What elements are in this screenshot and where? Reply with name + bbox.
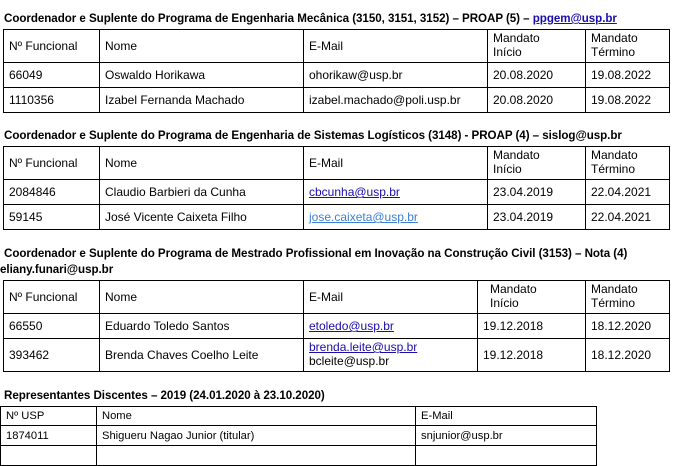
heading-email: eliany.funari@usp.br [0, 263, 114, 276]
construction-table [3, 280, 670, 372]
name-cell: Oswaldo Horikawa [100, 63, 304, 88]
heading-text: Representantes Discentes – 2019 (24.01.2020 à 23.10.2020) [4, 389, 325, 402]
header-cell: Nº USP [1, 407, 97, 426]
heading-text: Coordenador e Suplente do Programa de Mestrado Profissional em Inovação na Construção Civil (3153) – Nota (4) [4, 247, 628, 260]
end-cell: 19.08.2022 [586, 63, 670, 88]
header-cell: Nº Funcional [4, 281, 100, 314]
id-cell: 1874011 [1, 426, 97, 446]
students-table [0, 406, 597, 466]
name-cell: Brenda Chaves Coelho Leite [100, 339, 304, 372]
email-link[interactable]: jose.caixeta@usp.br [309, 210, 418, 224]
start-cell: 20.08.2020 [488, 63, 586, 88]
email-link[interactable]: brenda.leite@usp.br [309, 340, 418, 354]
email-link[interactable]: etoledo@usp.br [309, 319, 394, 333]
table-header-row [4, 30, 670, 63]
heading-text: Coordenador e Suplente do Programa de Engenharia de Sistemas Logísticos (3148) - PROAP (4) – sislog@usp.br [4, 129, 622, 142]
header-cell: E-Mail [304, 147, 488, 180]
id-cell: 66049 [4, 63, 100, 88]
name-cell: Shigueru Nagao Junior (titular) [97, 426, 416, 446]
header-cell: Nome [100, 30, 304, 63]
end-cell: 22.04.2021 [586, 180, 670, 205]
email-cell [304, 180, 488, 205]
email-cell [304, 205, 488, 230]
header-cell: Nº Funcional [4, 147, 100, 180]
email-cell [304, 314, 478, 339]
header-cell: Nome [100, 147, 304, 180]
email-link[interactable]: cbcunha@usp.br [309, 185, 400, 199]
table-header-row [4, 281, 670, 314]
heading-text: Coordenador e Suplente do Programa de Engenharia Mecânica (3150, 3151, 3152) – PROAP (5) – [4, 12, 533, 25]
table-row [4, 63, 670, 88]
header-cell: Mandato Término [586, 147, 670, 180]
email-cell: izabel.machado@poli.usp.br [304, 88, 488, 113]
id-cell: 1110356 [4, 88, 100, 113]
start-cell: 23.04.2019 [488, 180, 586, 205]
table-row [4, 314, 670, 339]
email-secondary: bcleite@usp.br [309, 354, 390, 368]
header-cell: E-Mail [304, 281, 478, 314]
header-cell: E-Mail [304, 30, 488, 63]
header-cell: Mandato Início [488, 30, 586, 63]
email-cell [304, 339, 478, 372]
end-cell: 18.12.2020 [586, 339, 670, 372]
table-row [4, 205, 670, 230]
section-heading-construction [4, 247, 627, 261]
name-cell [97, 446, 416, 466]
name-cell: Izabel Fernanda Machado [100, 88, 304, 113]
id-cell: 2084846 [4, 180, 100, 205]
email-cell: snjunior@usp.br [416, 426, 597, 446]
name-cell: Claudio Barbieri da Cunha [100, 180, 304, 205]
end-cell: 19.08.2022 [586, 88, 670, 113]
section-heading-students [4, 389, 325, 403]
section-heading-construction-email [0, 263, 113, 277]
start-cell: 23.04.2019 [488, 205, 586, 230]
id-cell: 66550 [4, 314, 100, 339]
name-cell: Eduardo Toledo Santos [100, 314, 304, 339]
start-cell: 19.12.2018 [478, 339, 586, 372]
mechanical-table [3, 29, 670, 113]
table-row [4, 339, 670, 372]
header-cell: Mandato Início [488, 147, 586, 180]
table-header-row [1, 407, 597, 426]
end-cell: 18.12.2020 [586, 314, 670, 339]
header-cell: Nome [100, 281, 304, 314]
id-cell: 59145 [4, 205, 100, 230]
header-cell: Nome [97, 407, 416, 426]
section-heading-mechanical [4, 12, 617, 26]
heading-email-link[interactable]: ppgem@usp.br [532, 12, 617, 25]
table-row [4, 180, 670, 205]
header-cell: E-Mail [416, 407, 597, 426]
header-cell: Mandato Término [586, 281, 670, 314]
start-cell: 19.12.2018 [478, 314, 586, 339]
table-row [1, 446, 597, 466]
table-header-row [4, 147, 670, 180]
header-cell: Mandato Término [586, 30, 670, 63]
header-cell: Mandato Início [478, 281, 586, 314]
header-cell: Nº Funcional [4, 30, 100, 63]
table-row [1, 426, 597, 446]
id-cell [1, 446, 97, 466]
id-cell: 393462 [4, 339, 100, 372]
logistics-table [3, 146, 670, 230]
end-cell: 22.04.2021 [586, 205, 670, 230]
table-row [4, 88, 670, 113]
section-heading-logistics [4, 129, 622, 143]
email-cell [416, 446, 597, 466]
name-cell: José Vicente Caixeta Filho [100, 205, 304, 230]
email-cell: ohorikaw@usp.br [304, 63, 488, 88]
start-cell: 20.08.2020 [488, 88, 586, 113]
